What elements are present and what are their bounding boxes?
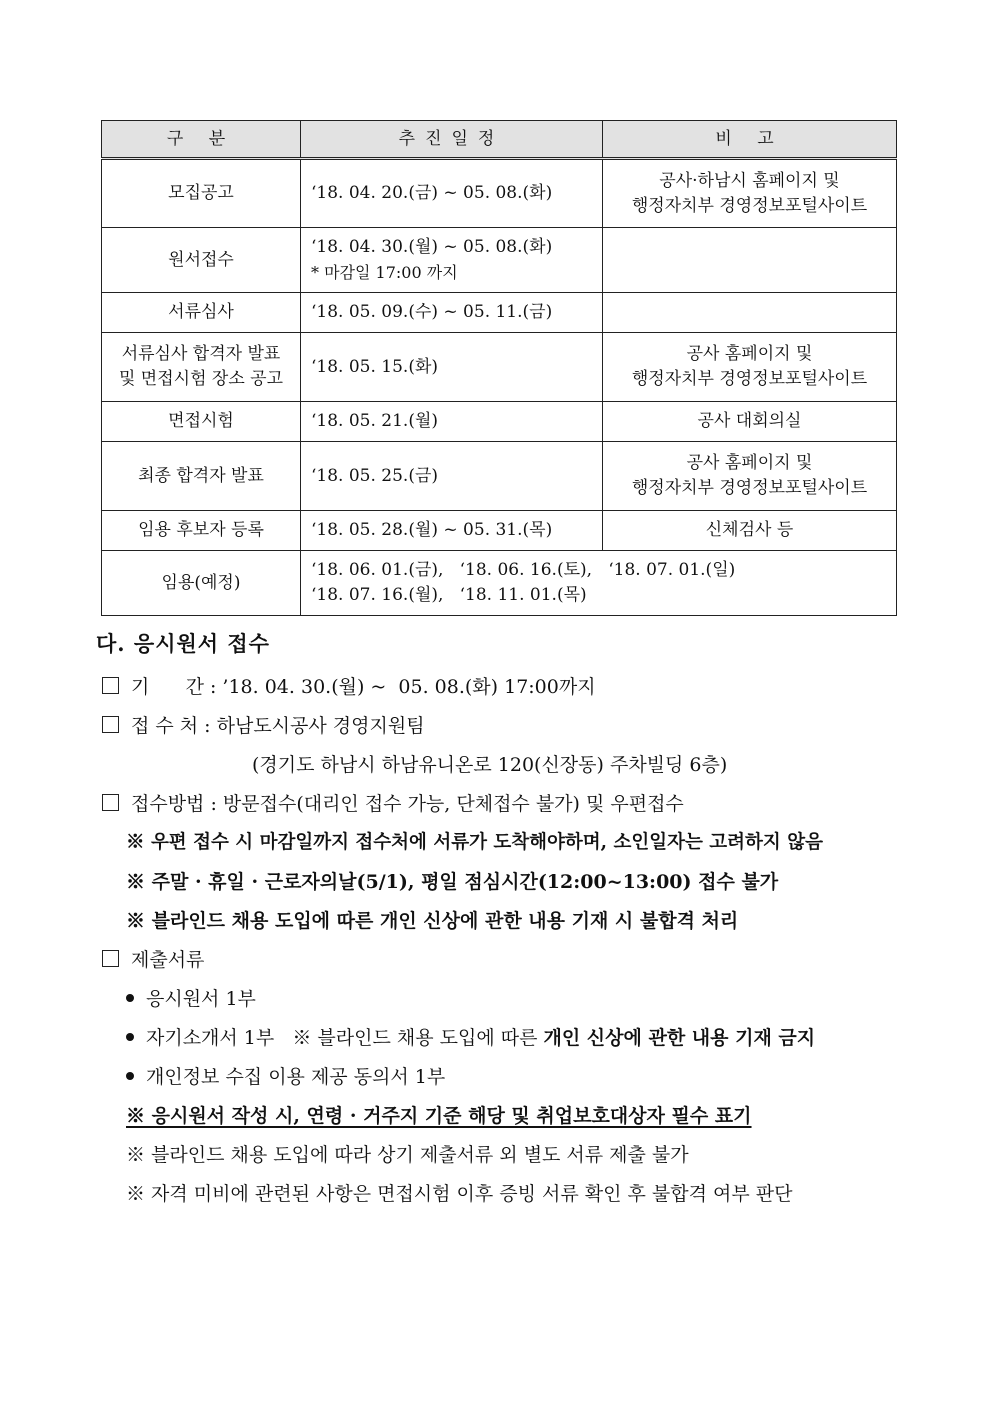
docs-title: 제출서류 <box>102 946 204 974</box>
row-schedule: ‘18. 05. 21.(월) <box>301 402 603 442</box>
place-line: 접 수 처 : 하남도시공사 경영지원팀 <box>102 712 425 740</box>
note-item: ※ 블라인드 채용 도입에 따른 개인 신상에 관한 내용 기재 시 불합격 처리 <box>126 910 739 932</box>
row-schedule: ‘18. 04. 30.(월) ~ 05. 08.(화) * 마감일 17:00 까지 <box>301 228 603 293</box>
header-schedule: 추진일정 <box>301 121 603 159</box>
row-note: 공사 홈페이지 및 행정자치부 경영정보포털사이트 <box>603 442 897 511</box>
bullet-icon <box>126 1072 134 1080</box>
bullet-icon <box>126 994 134 1002</box>
footnote-item: ※ 응시원서 작성 시, 연령 · 거주지 기준 해당 및 취업보호대상자 필수 표기 <box>126 1105 752 1127</box>
doc-item: 응시원서 1부 <box>126 985 256 1013</box>
row-category: 최종 합격자 발표 <box>102 442 301 511</box>
table-row <box>102 511 897 551</box>
table-row <box>102 293 897 333</box>
table-row <box>102 551 897 616</box>
footnote-item: ※ 블라인드 채용 도입에 따라 상기 제출서류 외 별도 서류 제출 불가 <box>126 1144 689 1166</box>
note-item: ※ 우편 접수 시 마감일까지 접수처에 서류가 도착해야하며, 소인일자는 고려하지 않음 <box>126 832 823 853</box>
row-category: 서류심사 합격자 발표 및 면접시험 장소 공고 <box>102 333 301 402</box>
address-line: (경기도 하남시 하남유니온로 120(신장동) 주차빌딩 6층) <box>252 754 728 776</box>
checkbox-icon <box>102 950 119 967</box>
schedule-table <box>101 120 897 616</box>
table-row <box>102 333 897 402</box>
row-category: 서류심사 <box>102 293 301 333</box>
row-schedule: ‘18. 05. 09.(수) ~ 05. 11.(금) <box>301 293 603 333</box>
row-note <box>603 293 897 333</box>
row-note <box>603 228 897 293</box>
row-schedule: ‘18. 06. 01.(금), ‘18. 06. 16.(토), ‘18. 07. 01.(일) ‘18. 07. 16.(월), ‘18. 11. 01.(목) <box>301 551 897 616</box>
doc-item: 개인정보 수집 이용 제공 동의서 1부 <box>126 1063 445 1091</box>
note-item: ※ 주말 · 휴일 · 근로자의날(5/1), 평일 점심시간(12:00~13:00) 접수 불가 <box>126 871 779 893</box>
footnote-item: ※ 자격 미비에 관련된 사항은 면접시험 이후 증빙 서류 확인 후 불합격 여부 판단 <box>126 1183 793 1205</box>
method-line: 접수방법 : 방문접수(대리인 접수 가능, 단체접수 불가) 및 우편접수 <box>102 790 684 818</box>
doc-item: 자기소개서 1부 ※ 블라인드 채용 도입에 따른 개인 신상에 관한 내용 기재 금지 <box>126 1024 815 1052</box>
row-schedule: ‘18. 05. 28.(월) ~ 05. 31.(목) <box>301 511 603 551</box>
row-category: 모집공고 <box>102 159 301 228</box>
table-row <box>102 402 897 442</box>
period-line: 기 간 : ’18. 04. 30.(월) ~ 05. 08.(화) 17:00까지 <box>102 673 596 701</box>
header-note: 비 고 <box>603 121 897 159</box>
section-title: 다. 응시원서 접수 <box>96 631 270 656</box>
bullet-icon <box>126 1033 134 1041</box>
row-category: 임용 후보자 등록 <box>102 511 301 551</box>
row-schedule: ‘18. 05. 25.(금) <box>301 442 603 511</box>
row-category: 면접시험 <box>102 402 301 442</box>
checkbox-icon <box>102 794 119 811</box>
checkbox-icon <box>102 677 119 694</box>
row-schedule: ‘18. 04. 20.(금) ~ 05. 08.(화) <box>301 159 603 228</box>
row-note: 공사·하남시 홈페이지 및 행정자치부 경영정보포털사이트 <box>603 159 897 228</box>
header-category: 구 분 <box>102 121 301 159</box>
row-note: 공사 홈페이지 및 행정자치부 경영정보포털사이트 <box>603 333 897 402</box>
checkbox-icon <box>102 716 119 733</box>
row-note: 신체검사 등 <box>603 511 897 551</box>
table-row <box>102 228 897 293</box>
row-note: 공사 대회의실 <box>603 402 897 442</box>
row-category: 원서접수 <box>102 228 301 293</box>
row-schedule: ‘18. 05. 15.(화) <box>301 333 603 402</box>
table-row <box>102 159 897 228</box>
row-category: 임용(예정) <box>102 551 301 616</box>
table-row <box>102 442 897 511</box>
